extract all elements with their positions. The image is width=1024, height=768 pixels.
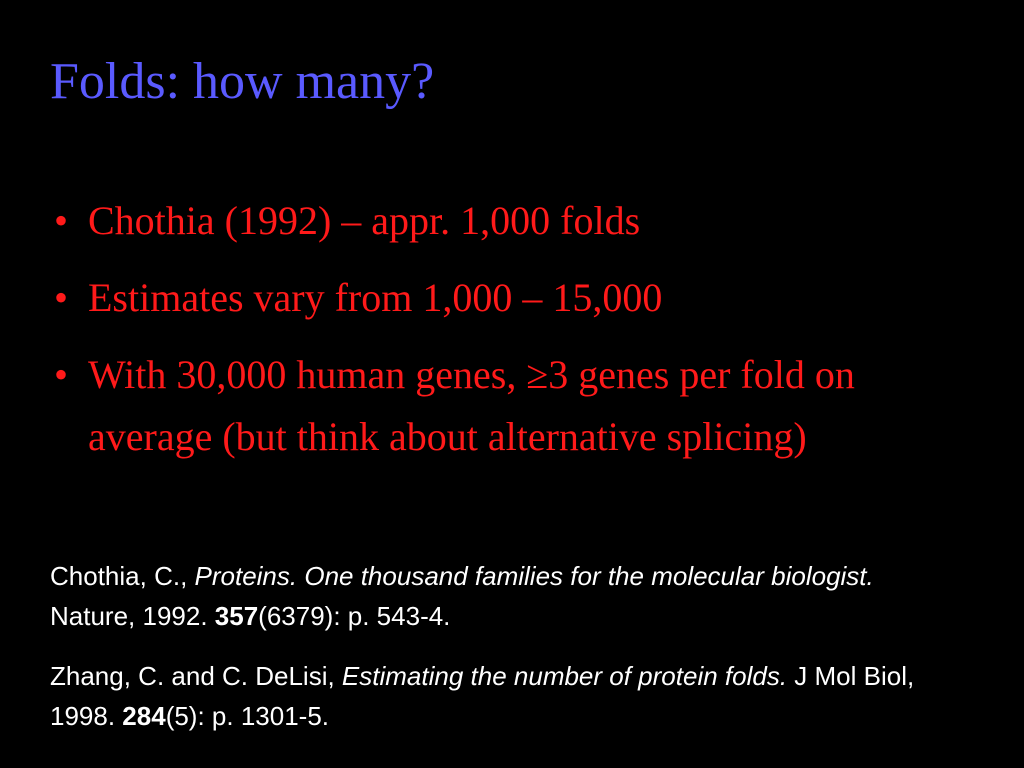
slide-title: Folds: how many? bbox=[50, 53, 435, 110]
reference-title: Proteins. One thousand families for the molecular biologist. bbox=[194, 561, 874, 591]
reference-authors: Zhang, C. and C. DeLisi, bbox=[50, 661, 342, 691]
bullet-item bbox=[54, 344, 954, 468]
bullet-icon: • bbox=[54, 352, 69, 397]
reference-journal: J Mol Biol, 1998. bbox=[50, 661, 915, 731]
reference-pages: (6379): p. 543-4. bbox=[258, 601, 451, 631]
bullet-text: With 30,000 human genes, ≥3 genes per fold on average (but think about alternative splicing) bbox=[88, 352, 855, 459]
bullet-item bbox=[54, 190, 954, 252]
reference-citation bbox=[50, 656, 950, 736]
reference-volume: 357 bbox=[214, 601, 259, 631]
bullet-list bbox=[54, 190, 954, 483]
bullet-icon: • bbox=[54, 198, 69, 243]
reference-journal: Nature, 1992. bbox=[50, 601, 215, 631]
reference-citation bbox=[50, 556, 950, 636]
bullet-text: Estimates vary from 1,000 – 15,000 bbox=[88, 275, 663, 320]
bullet-icon: • bbox=[54, 275, 69, 320]
bullet-text: Chothia (1992) – appr. 1,000 folds bbox=[88, 198, 641, 243]
reference-title: Estimating the number of protein folds. bbox=[341, 661, 788, 691]
reference-volume: 284 bbox=[122, 701, 166, 731]
bullet-item bbox=[54, 267, 954, 329]
reference-pages: (5): p. 1301-5. bbox=[165, 701, 329, 731]
reference-authors: Chothia, C., bbox=[50, 561, 195, 591]
